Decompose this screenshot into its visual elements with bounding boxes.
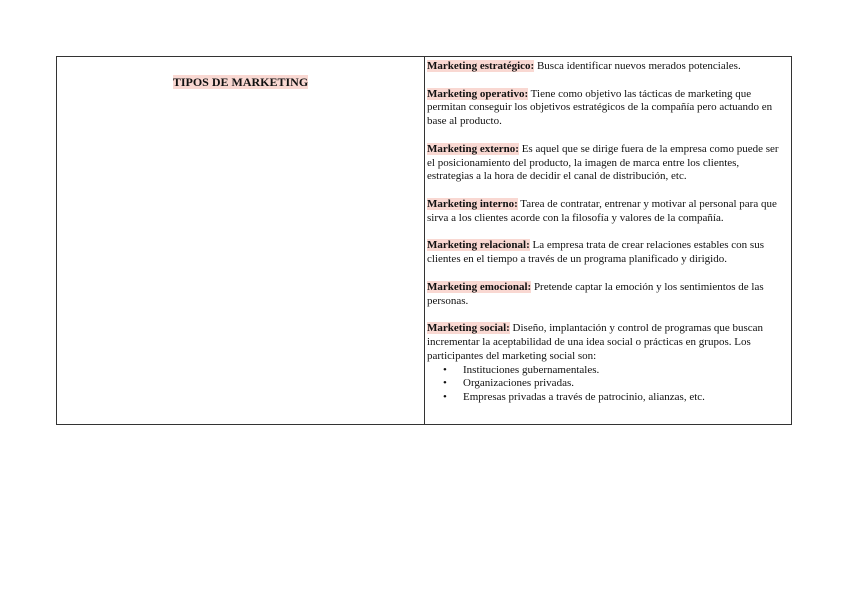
entry-text: La empresa trata de crear relaciones estables con sus clientes en el tiempo a través de un programa planificado y dirigido.: [427, 239, 764, 266]
entry-text: Pretende captar la emoción y los sentimientos de las personas.: [427, 280, 764, 307]
entry-term: Marketing interno:: [427, 197, 518, 210]
list-item: [443, 364, 787, 378]
table-right-cell: [425, 57, 791, 424]
list-item: [443, 391, 787, 405]
marketing-types-table: [56, 56, 792, 425]
entry-marketing-relacional: [427, 239, 787, 267]
table-title-text: TIPOS DE MARKETING: [172, 75, 309, 89]
participants-list: [427, 364, 787, 405]
entry-marketing-externo: [427, 143, 787, 184]
list-item-text: Instituciones gubernamentales.: [463, 363, 600, 376]
entry-term: Marketing emocional:: [427, 280, 532, 293]
entry-term: Marketing social:: [427, 322, 510, 335]
table-title: [57, 75, 424, 89]
entry-marketing-social: [427, 322, 787, 405]
list-item-text: Empresas privadas a través de patrocinio, alianzas, etc.: [463, 391, 705, 404]
entry-marketing-interno: [427, 198, 787, 226]
bullet-icon: •: [443, 377, 447, 390]
entry-marketing-estrategico: [427, 60, 787, 74]
entry-marketing-emocional: [427, 281, 787, 309]
entry-text: Tarea de contratar, entrenar y motivar al personal para que sirva a los clientes acorde con la filosofía y valores de la compañía.: [427, 197, 777, 224]
entry-text: Es aquel que se dirige fuera de la empresa como puede ser el posicionamiento del producto, la imagen de marca entre los clientes, estrategias a la hora de decidir el canal de distribución, etc.: [427, 142, 779, 183]
entry-text: Diseño, implantación y control de programas que buscan incrementar la aceptabilidad de una idea social o prácticas en grupos. Los participantes del marketing social son:: [427, 322, 764, 362]
entry-term: Marketing externo:: [427, 142, 519, 155]
entry-term: Marketing operativo:: [427, 87, 529, 100]
entry-term: Marketing estratégico:: [427, 60, 535, 72]
table-left-cell: [57, 57, 425, 424]
bullet-icon: •: [443, 391, 447, 404]
entry-term: Marketing relacional:: [427, 239, 530, 252]
entry-text: Busca identificar nuevos merados potenciales.: [534, 60, 741, 72]
list-item: [443, 377, 787, 391]
entry-text: Tiene como objetivo las tácticas de marketing que permitan conseguir los objetivos estratégicos de la compañía pero actuando en base al producto.: [427, 87, 773, 128]
list-item-text: Organizaciones privadas.: [463, 377, 574, 390]
entry-marketing-operativo: [427, 88, 787, 129]
bullet-icon: •: [443, 363, 447, 376]
